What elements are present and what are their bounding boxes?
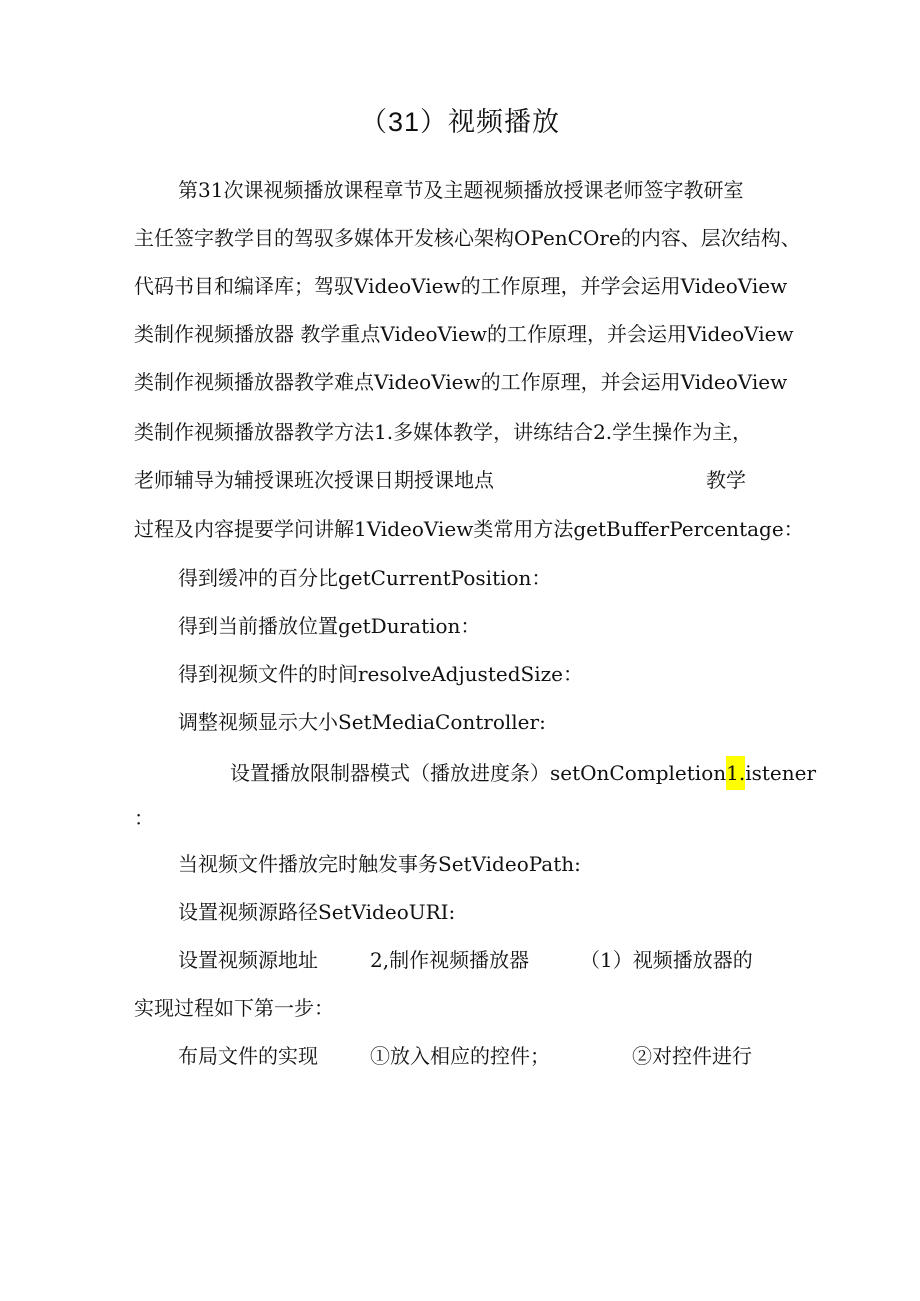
paragraph-line: 类制作视频播放器 教学重点VideoView的工作原理，并会运用VideoView [134,322,794,346]
paragraph-line: 主任签字教学目的驾驭多媒体开发核心架构OPenCOre的内容、层次结构、 [134,226,801,250]
paragraph-line: 第31次课视频播放课程章节及主题视频播放授课老师签字教研室 [178,178,744,202]
paragraph-line: ②对控件进行 [632,1044,752,1068]
paragraph-line: 设置视频源地址 [178,948,318,972]
paragraph-line: 得到当前播放位置getDuration： [178,614,481,638]
paragraph-line: 老师辅导为辅授课班次授课日期授课地点 [134,468,494,492]
paragraph-line: 2,制作视频播放器 [370,948,530,972]
paragraph-line: 设置视频源路径SetVideoURI: [178,900,456,924]
paragraph-line: 类制作视频播放器教学方法1.多媒体教学，讲练结合2.学生操作为主， [134,420,753,444]
line-text: 设置播放限制器模式（播放进度条）setOnCompletion [230,761,727,785]
paragraph-line: 代码书目和编译库；驾驭VideoView的工作原理，并学会运用VideoView [134,274,788,298]
paragraph-line: 得到视频文件的时间resolveAdjustedSize： [178,662,583,686]
paragraph-line: 过程及内容提要学问讲解1VideoView类常用方法getBufferPercentage： [134,517,804,541]
paragraph-line: 类制作视频播放器教学难点VideoView的工作原理，并会运用VideoView [134,370,788,394]
paragraph-line: （1）视频播放器的 [580,948,753,972]
page-title: （31）视频播放 [359,107,561,137]
paragraph-line: 当视频文件播放完时触发事务SetVideoPath: [178,852,581,876]
line-text: istener [745,761,817,785]
paragraph-line: 教学 [706,468,746,492]
paragraph-line [230,756,816,790]
highlighted-text: 1. [726,756,745,790]
paragraph-line: ①放入相应的控件； [370,1044,550,1068]
paragraph-line: 得到缓冲的百分比getCurrentPosition： [178,566,552,590]
paragraph-line: 布局文件的实现 [178,1044,318,1068]
paragraph-line: ： [134,806,154,830]
paragraph-line: 调整视频显示大小SetMediaController: [178,710,546,734]
paragraph-line: 实现过程如下第一步： [134,996,334,1020]
